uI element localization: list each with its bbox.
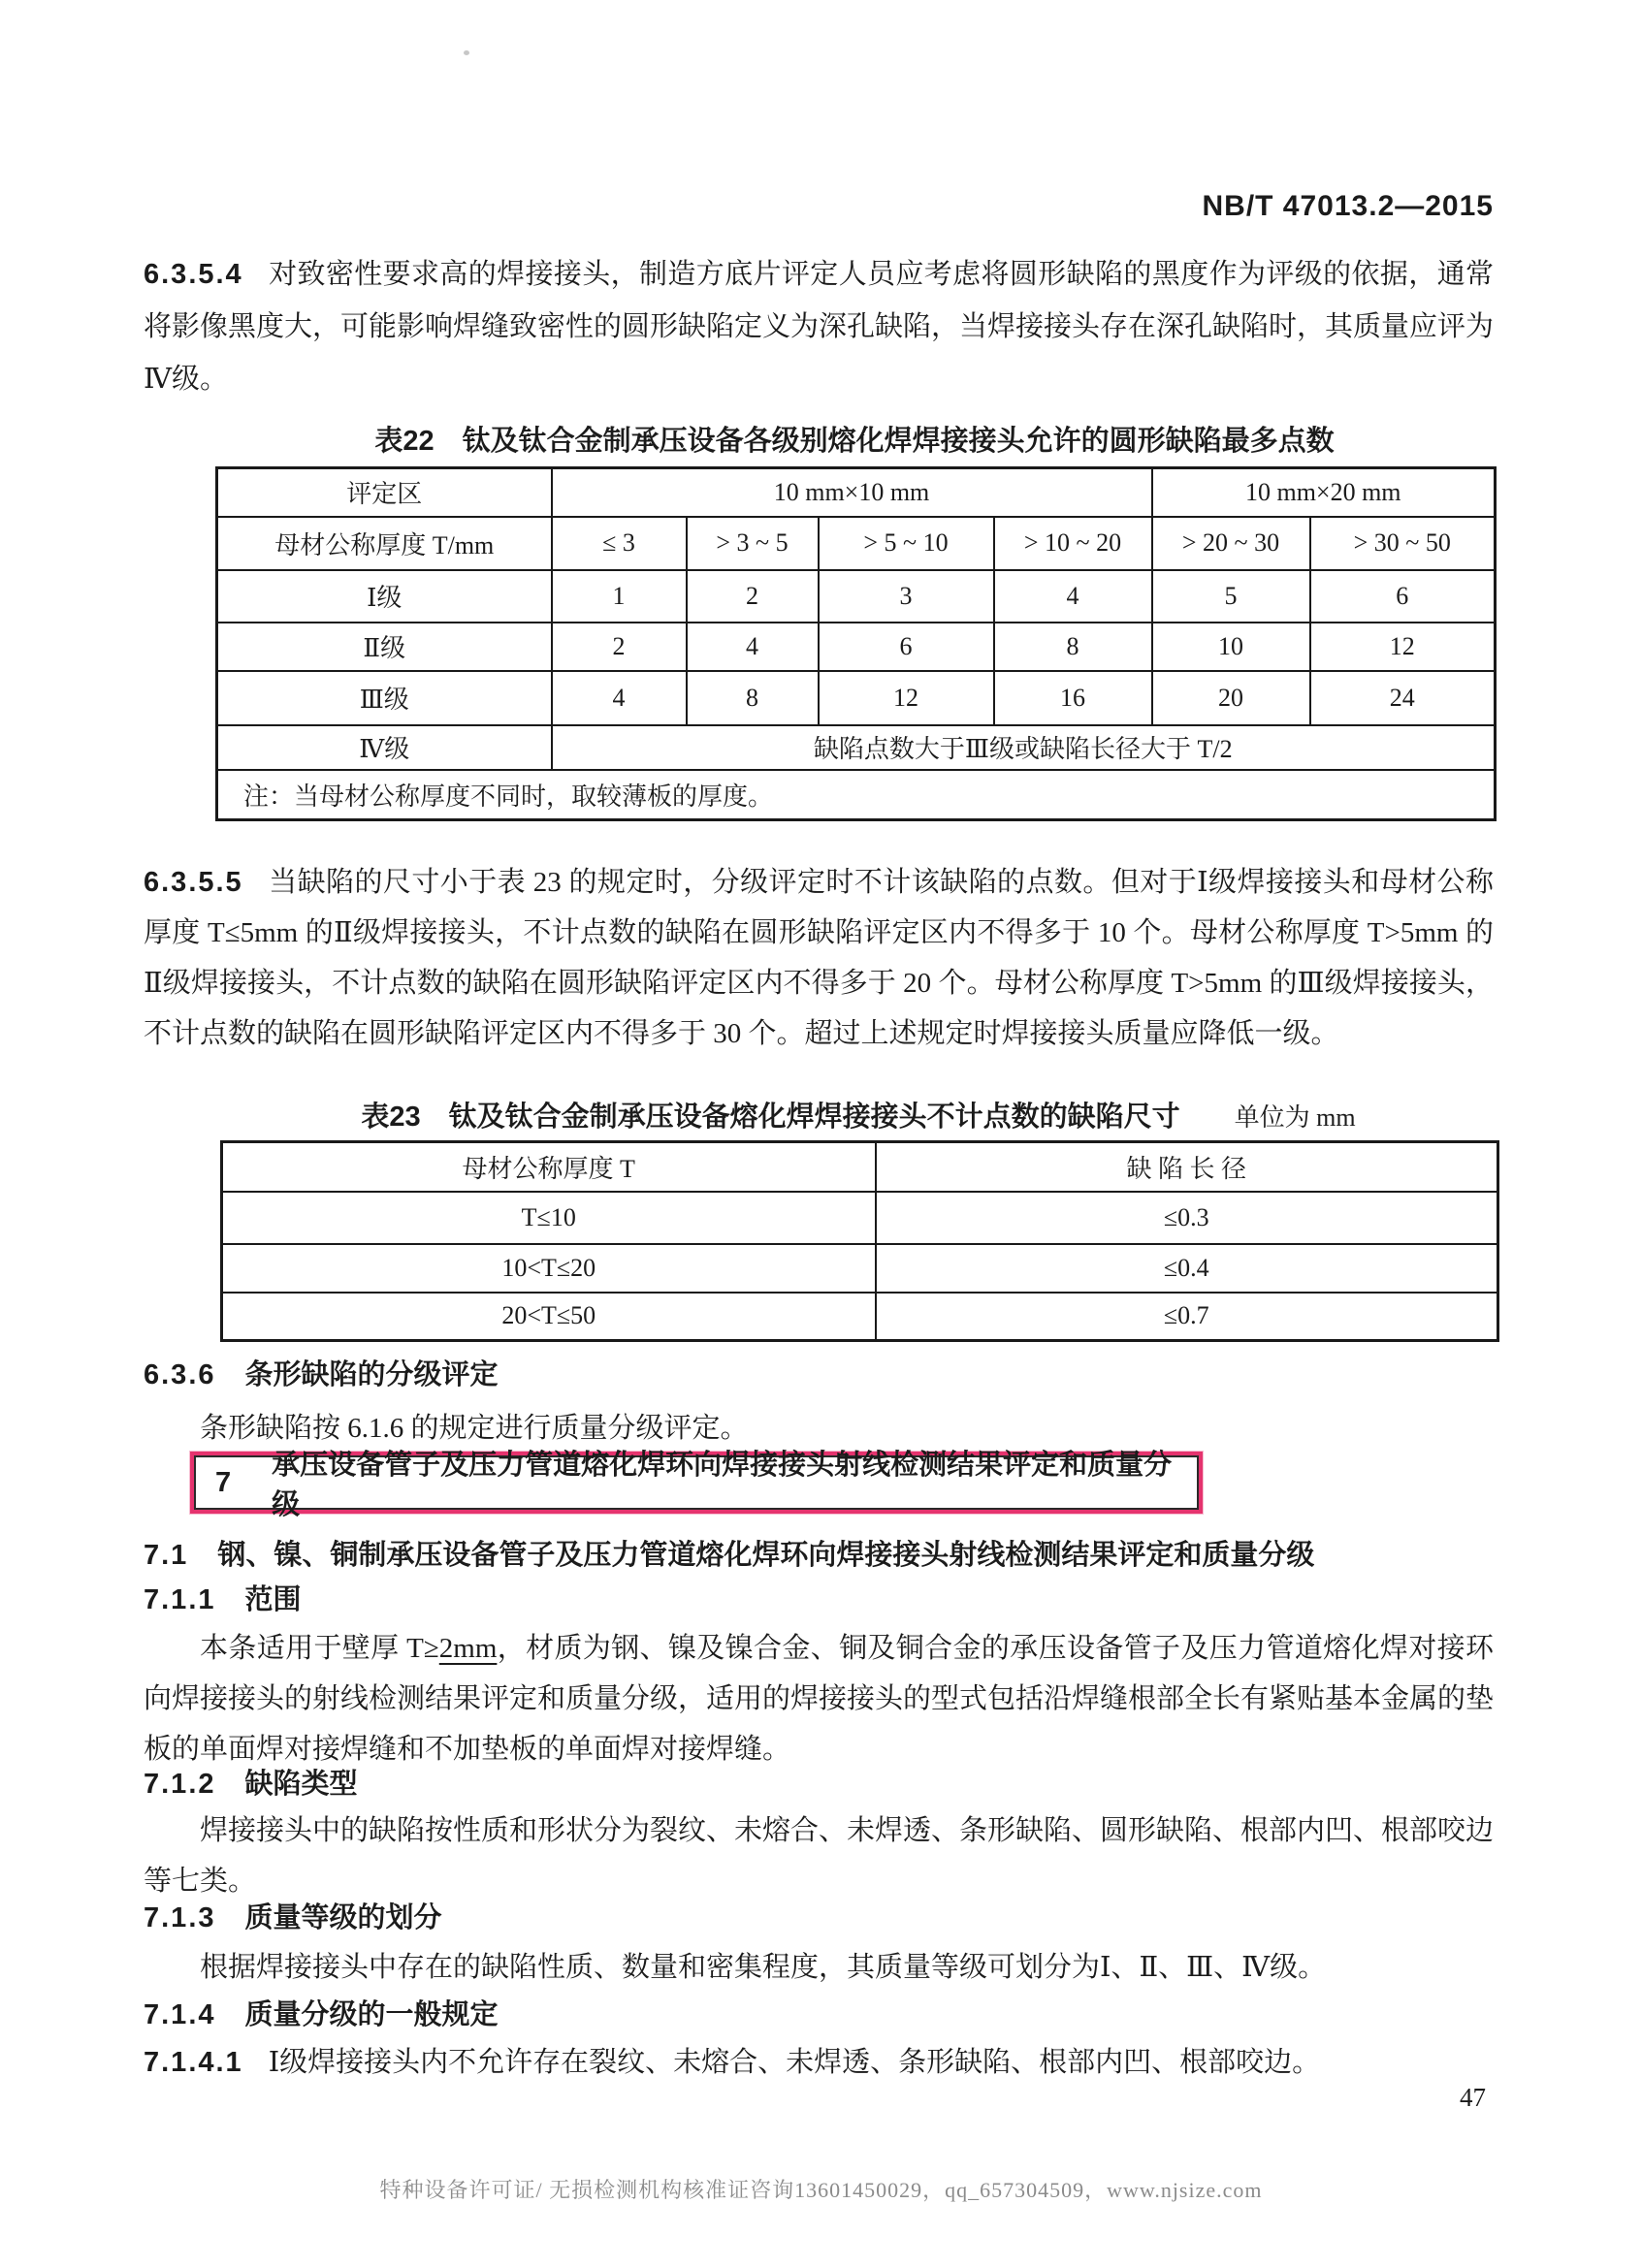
grade-label: Ⅳ级 — [217, 725, 552, 770]
table22-corner-cell: 评定区 — [217, 468, 552, 517]
section7-highlight-box — [190, 1450, 1203, 1520]
table22-note-row — [217, 770, 1496, 820]
grade-value: 8 — [994, 623, 1152, 671]
table23-row — [222, 1293, 1498, 1341]
clause-714-number: 7.1.4 — [144, 1999, 216, 2030]
grade-value: 10 — [1152, 623, 1310, 671]
thickness-range: T≤10 — [222, 1192, 876, 1244]
clause-711-body-pre: 本条适用于壁厚 T≥ — [200, 1633, 439, 1664]
clause-711-number: 7.1.1 — [144, 1584, 216, 1615]
clause-711-title: 范围 — [244, 1584, 302, 1615]
table22-thickness-label: 母材公称厚度 T/mm — [217, 517, 552, 570]
clause-712-body: 焊接接头中的缺陷按性质和形状分为裂纹、未熔合、未焊透、条形缺陷、圆形缺陷、根部内凹、根部咬边等七类。 — [144, 1815, 1495, 1897]
grade-value: 2 — [552, 623, 687, 671]
table23-title-line — [220, 1098, 1497, 1134]
clause-7141-paragraph — [144, 2036, 1494, 2089]
clause-636-body: 条形缺陷按 6.1.6 的规定进行质量分级评定。 — [200, 1413, 749, 1444]
section7-heading — [194, 1450, 1199, 1520]
grade-label: Ⅲ级 — [217, 671, 552, 725]
grade-value: 1 — [552, 570, 687, 623]
table22-col-header: > 20 ~ 30 — [1152, 517, 1310, 570]
table23-col1-header: 母材公称厚度 T — [222, 1142, 876, 1192]
clause-636-heading — [144, 1358, 1494, 1392]
table22-col-header: ≤ 3 — [552, 517, 687, 570]
defect-length: ≤0.7 — [876, 1293, 1498, 1341]
page-number: 47 — [1460, 2083, 1486, 2112]
table23-unit-label: 单位为 mm — [1234, 1103, 1356, 1132]
clause-713-heading — [144, 1901, 1494, 1935]
clause-7141-text: Ⅰ级焊接接头内不允许存在裂纹、未熔合、未焊透、条形缺陷、根部内凹、根部咬边。 — [268, 2047, 1321, 2078]
table22-note: 注：当母材公称厚度不同时，取较薄板的厚度。 — [217, 770, 1496, 820]
grade-value: 20 — [1152, 671, 1310, 725]
table23 — [220, 1140, 1499, 1342]
clause-711-body-underlined: 2mm — [438, 1633, 498, 1664]
grade-value: 8 — [687, 671, 819, 725]
grade4-description: 缺陷点数大于Ⅲ级或缺陷长径大于 T/2 — [552, 725, 1496, 770]
table22-col-header: > 3 ~ 5 — [687, 517, 819, 570]
grade-value: 2 — [687, 570, 819, 623]
table22-col-header: > 10 ~ 20 — [994, 517, 1152, 570]
grade-value: 4 — [687, 623, 819, 671]
thickness-range: 20<T≤50 — [222, 1293, 876, 1341]
clause-714-heading — [144, 1997, 1494, 2032]
grade-value: 5 — [1152, 570, 1310, 623]
table22-group1-cell: 10 mm×10 mm — [552, 468, 1152, 517]
grade-value: 3 — [819, 570, 994, 623]
table22-header-row-2 — [217, 517, 1496, 570]
clause-636-title: 条形缺陷的分级评定 — [244, 1359, 499, 1390]
clause-711-body — [144, 1623, 1494, 1774]
clause-713-title: 质量等级的划分 — [244, 1902, 442, 1933]
clause-71-heading — [144, 1538, 1494, 1573]
table22-col-header: > 30 ~ 50 — [1310, 517, 1496, 570]
grade-value: 4 — [552, 671, 687, 725]
section7-number: 7 — [215, 1466, 232, 1498]
clause-6354-text: 对致密性要求高的焊接接头，制造方底片评定人员应考虑将圆形缺陷的黑度作为评级的依据，通常将影像黑度大，可能影响焊缝致密性的圆形缺陷定义为深孔缺陷，当焊接接头存在深孔缺陷时，其质量应评为Ⅳ级。 — [144, 259, 1495, 395]
clause-6354-paragraph — [144, 248, 1494, 405]
clause-71-title: 钢、镍、铜制承压设备管子及压力管道熔化焊环向焊接接头射线检测结果评定和质量分级 — [217, 1540, 1315, 1571]
table23-col2-header: 缺 陷 长 径 — [876, 1142, 1498, 1192]
standard-number-header: NB/T 47013.2—2015 — [1202, 190, 1494, 222]
clause-712-title: 缺陷类型 — [244, 1769, 358, 1800]
clause-713-body: 根据焊接接头中存在的缺陷性质、数量和密集程度，其质量等级可划分为Ⅰ、Ⅱ、Ⅲ、Ⅳ级。 — [200, 1952, 1327, 1983]
table23-row — [222, 1244, 1498, 1293]
grade-value: 24 — [1310, 671, 1496, 725]
grade-label: Ⅰ级 — [217, 570, 552, 623]
table23-row — [222, 1192, 1498, 1244]
table22-grade1-row — [217, 570, 1496, 623]
clause-712-number: 7.1.2 — [144, 1769, 216, 1800]
grade-value: 4 — [994, 570, 1152, 623]
defect-length: ≤0.3 — [876, 1192, 1498, 1244]
table22-col-header: > 5 ~ 10 — [819, 517, 994, 570]
document-page — [144, 0, 1494, 2268]
table22-title: 表22 钛及钛合金制承压设备各级别熔化焊焊接接头允许的圆形缺陷最多点数 — [374, 426, 1335, 457]
clause-7141-number: 7.1.4.1 — [144, 2047, 243, 2078]
clause-711-heading — [144, 1582, 1494, 1617]
clause-6355-number: 6.3.5.5 — [144, 867, 243, 898]
clause-6355-paragraph — [144, 857, 1494, 1059]
clause-714-title: 质量分级的一般规定 — [244, 1999, 499, 2030]
table23-header-row — [222, 1142, 1498, 1192]
section7-title: 承压设备管子及压力管道熔化焊环向焊接接头射线检测结果评定和质量分级 — [272, 1450, 1173, 1520]
table22-group2-cell: 10 mm×20 mm — [1152, 468, 1496, 517]
grade-value: 6 — [819, 623, 994, 671]
grade-label: Ⅱ级 — [217, 623, 552, 671]
clause-6355-text: 当缺陷的尺寸小于表 23 的规定时，分级评定时不计该缺陷的点数。但对于Ⅰ级焊接接头和母材公称厚度 T≤5mm 的Ⅱ级焊接接头，不计点数的缺陷在圆形缺陷评定区内不得多于 10 个。母材公称厚度 T>5mm 的Ⅱ级焊接接头，不计点数的缺陷在圆形缺陷评定区内不得多于 20 个。母材公称厚度 T>5mm 的Ⅲ级焊接接头，不计点数的缺陷在圆形缺陷评定区内不得多于 30 个。超过上述规定时焊接接头质量应降低一级。 — [144, 867, 1494, 1049]
grade-value: 12 — [1310, 623, 1496, 671]
clause-6354-number: 6.3.5.4 — [144, 259, 243, 290]
table22-grade2-row — [217, 623, 1496, 671]
defect-length: ≤0.4 — [876, 1244, 1498, 1293]
clause-711-body-post: ，材质为钢、镍及镍合金、铜及铜合金的承压设备管子及压力管道熔化焊对接环向焊接接头的射线检测结果评定和质量分级，适用的焊接接头的型式包括沿焊缝根部全长有紧贴基本金属的垫板的单面焊对接焊缝和不加垫板的单面焊对接焊缝。 — [144, 1633, 1495, 1765]
footer-watermark: 特种设备许可证/ 无损检测机构核准证咨询13601450029，qq_657304509，www.njsize.com — [379, 2178, 1263, 2202]
grade-value: 12 — [819, 671, 994, 725]
thickness-range: 10<T≤20 — [222, 1244, 876, 1293]
clause-636-number: 6.3.6 — [144, 1359, 216, 1390]
table22 — [215, 466, 1497, 821]
grade-value: 6 — [1310, 570, 1496, 623]
clause-713-number: 7.1.3 — [144, 1902, 216, 1933]
table22-grade4-row — [217, 725, 1496, 770]
clause-712-heading — [144, 1767, 1494, 1802]
table23-title: 表23 钛及钛合金制承压设备熔化焊焊接接头不计点数的缺陷尺寸 — [361, 1102, 1180, 1133]
table22-header-row-1 — [217, 468, 1496, 517]
table22-grade3-row — [217, 671, 1496, 725]
grade-value: 16 — [994, 671, 1152, 725]
clause-71-number: 7.1 — [144, 1540, 189, 1571]
